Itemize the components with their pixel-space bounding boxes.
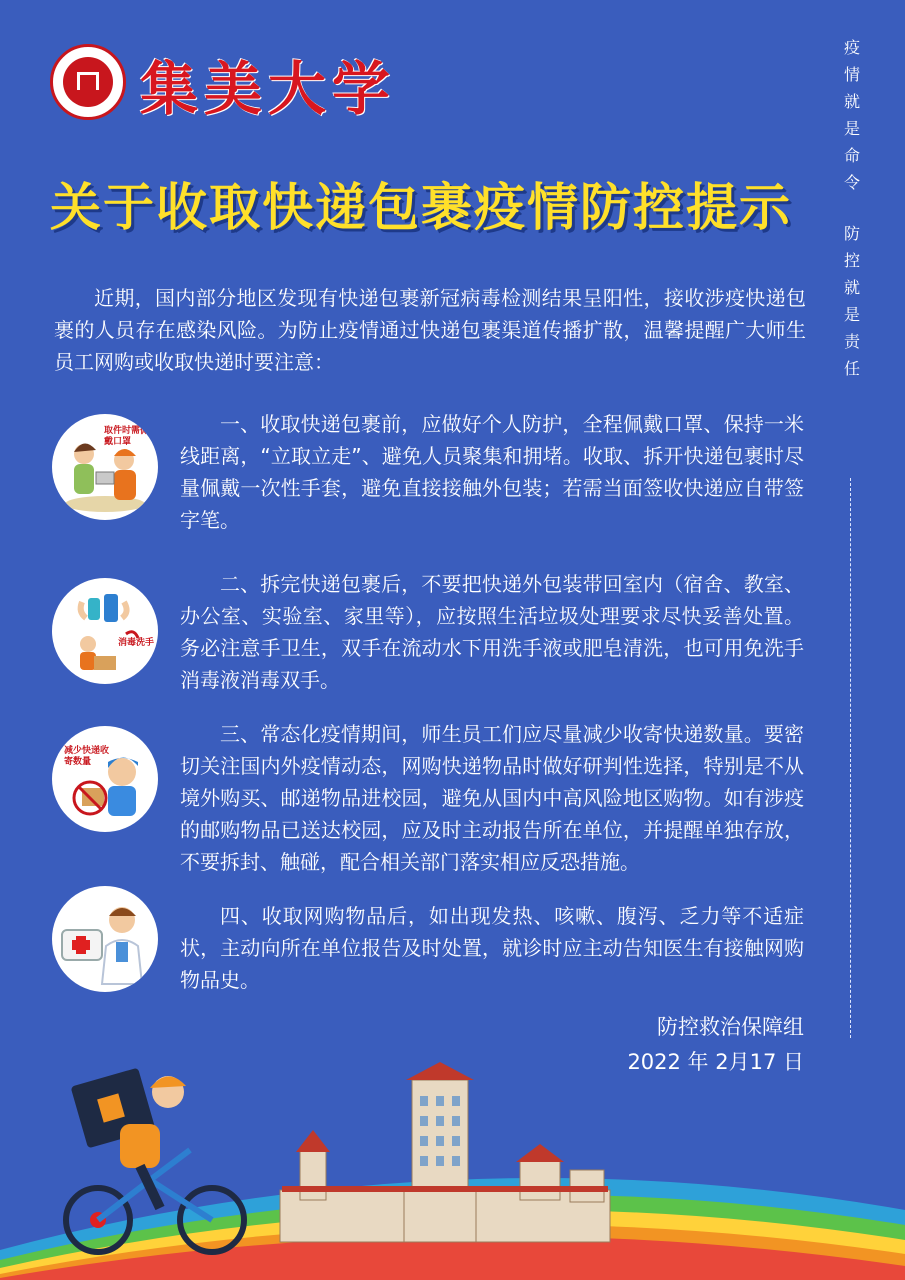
delivery-handover-icon: [52, 414, 158, 520]
slogan-char: 情: [843, 65, 860, 84]
tip-text: 二、拆完快递包裹后，不要把快递外包装带回室内（宿舍、教室、办公室、实验室、家里等），应按照生活垃圾处理要求尽快妥善处置。务必注意手卫生，双手在流动水下用洗手液或肥皂清洗，也可用免洗手消毒液消毒双手。: [180, 572, 804, 692]
icon-caption: 取件时需佩戴口罩: [104, 426, 150, 447]
page-title: 关于收取快递包裹疫情防控提示: [50, 179, 793, 238]
hand-disinfection-icon: [52, 578, 158, 684]
doctor-medkit-icon: [52, 886, 158, 992]
university-name: 集美大学: [140, 55, 397, 123]
signature-date: 2022 年 2月17 日: [627, 1050, 804, 1074]
tip-text: 一、收取快递包裹前，应做好个人防护，全程佩戴口罩、保持一米线距离，“立取立走”、避免人员聚集和拥堵。收取、拆开快递包裹时尽量佩戴一次性手套，避免直接接触外包装；若需当面签收快递应自带签字笔。: [180, 412, 804, 532]
slogan-char: 任: [843, 359, 860, 378]
slogan-char: 控: [843, 251, 860, 270]
tip-text: 三、常态化疫情期间，师生员工们应尽量减少收寄快递数量。要密切关注国内外疫情动态，网购快递物品时做好研判性选择，特别是不从境外购买、邮递物品进校园，避免从国内中高风险地区购物。如有涉疫的邮购物品已送达校园，应及时主动报告所在单位，并提醒单独存放，不要拆封、触碰，配合相关部门落实相应反恐措施。: [180, 722, 804, 874]
reduce-parcels-icon: [52, 726, 158, 832]
intro-paragraph: 近期，国内部分地区发现有快递包裹新冠病毒检测结果呈阳性，接收涉疫快递包裹的人员存在感染风险。为防止疫情通过快递包裹渠道传播扩散，温馨提醒广大师生员工网购或收取快递时要注意：: [54, 286, 806, 374]
icon-caption: 消毒洗手: [118, 638, 155, 648]
slogan-char: 是: [843, 305, 860, 324]
signature-org: 防控救治保障组: [657, 1015, 804, 1039]
slogan-char: 令: [843, 173, 860, 192]
icon-caption: 减少快递收寄数量: [64, 746, 110, 767]
campus-illustration: [0, 1040, 905, 1280]
slogan-char: 是: [843, 119, 860, 138]
slogan-char: 就: [843, 278, 860, 297]
slogan-char: 防: [843, 224, 860, 243]
dashed-divider: [850, 478, 851, 1038]
slogan-char: 命: [843, 146, 860, 165]
slogan-char: 责: [843, 332, 860, 351]
slogan-char: 就: [843, 92, 860, 111]
slogan-char: 疫: [843, 38, 860, 57]
university-seal-icon: [50, 44, 126, 120]
tip-text: 四、收取网购物品后，如出现发热、咳嗽、腹泻、乏力等不适症状，主动向所在单位报告及时处置，就诊时应主动告知医生有接触网购物品史。: [180, 904, 804, 992]
